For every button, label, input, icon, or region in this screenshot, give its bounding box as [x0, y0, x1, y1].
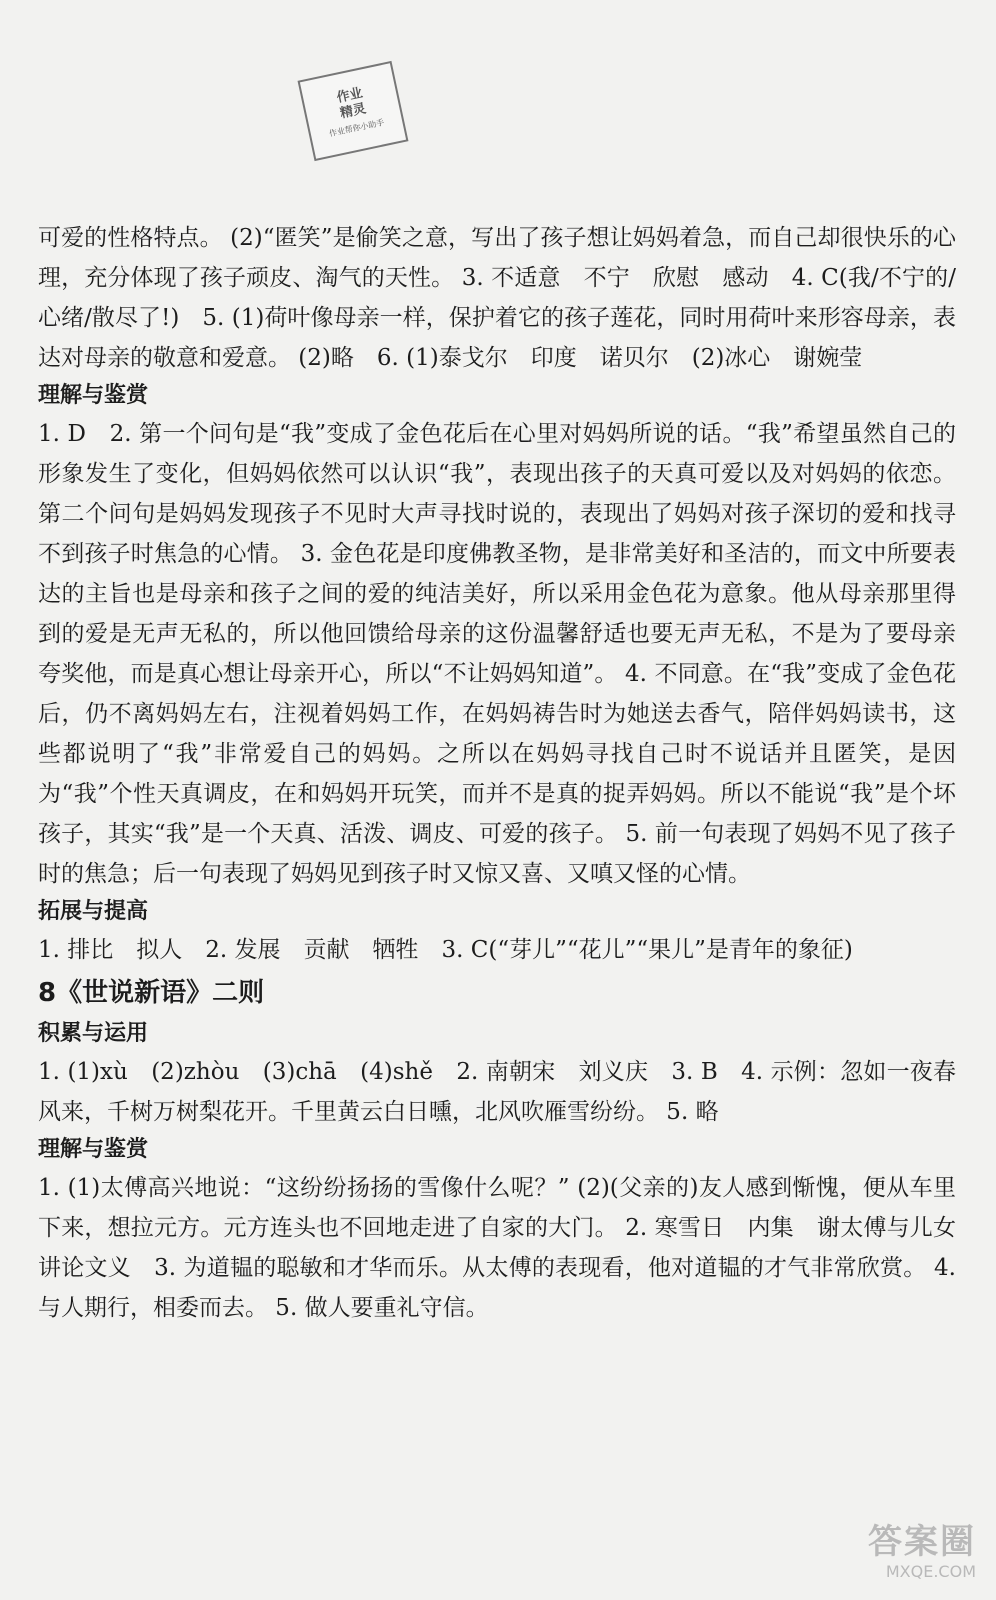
answer-content [38, 218, 979, 1328]
watermark-line-2: MXQE.COM [885, 1562, 976, 1581]
section-heading: 拓展与提高 [38, 899, 149, 924]
paragraph: 1. 排比 拟人 2. 发展 贡献 牺牲 3. C(“芽儿”“花儿”“果儿”是青年的象征) [38, 937, 853, 963]
paragraph: 1. (1)xù (2)zhòu (3)chā (4)shě 2. 南朝宋 刘义庆 3. B 4. 示例：忽如一夜春风来，千树万树梨花开。千里黄云白日曛，北风吹雁雪纷纷。 5. 略 [38, 1059, 956, 1125]
watermark-line-1: 答案圈 [868, 1522, 976, 1562]
paragraph: 可爱的性格特点。 (2)“匿笑”是偷笑之意，写出了孩子想让妈妈着急，而自己却很快乐的心理，充分体现了孩子顽皮、淘气的天性。 3. 不适意 不宁 欣慰 感动 4. C(我/不宁的/心绪/散尽了!) 5. (1)荷叶像母亲一样，保护着它的孩子莲花，同时用荷叶来形容母亲，表达对母亲的敬意和爱意。 (2)略 6. (1)泰戈尔 印度 诺贝尔 (2)冰心 谢婉莹 [38, 225, 956, 371]
section-heading: 积累与运用 [38, 1021, 149, 1046]
section-heading: 理解与鉴赏 [38, 383, 149, 408]
paragraph: 1. (1)太傅高兴地说：“这纷纷扬扬的雪像什么呢？” (2)(父亲的)友人感到惭愧，便从车里下来，想拉元方。元方连头也不回地走进了自家的大门。 2. 寒雪日 内集 谢太傅与儿女 讲论文义 3. 为道韫的聪敏和才华而乐。从太傅的表现看，他对道韫的才气非常欣赏。 4. 与人期行，相委而去。 5. 做人要重礼守信。 [38, 1175, 979, 1321]
section-heading: 理解与鉴赏 [38, 1137, 149, 1162]
paragraph: 1. D 2. 第一个问句是“我”变成了金色花后在心里对妈妈所说的话。“我”希望虽然自己的形象发生了变化，但妈妈依然可以认识“我”，表现出孩子的天真可爱以及对妈妈的依恋。第二个问句是妈妈发现孩子不见时大声寻找时说的，表现出了妈妈对孩子深切的爱和找寻不到孩子时焦急的心情。 3. 金色花是印度佛教圣物，是非常美好和圣洁的，而文中所要表达的主旨也是母亲和孩子之间的爱的纯洁美好，所以采用金色花为意象。他从母亲那里得到的爱是无声无私的，所以他回馈给母亲的这份温馨舒适也要无声无私，不是为了要母亲夸奖他，而是真心想让母亲开心，所以“不让妈妈知道”。 4. 不同意。在“我”变成了金色花后，仍不离妈妈左右，注视着妈妈工作，在妈妈祷告时为她送去香气，陪伴妈妈读书，这些都说明了“我”非常爱自己的妈妈。之所以在妈妈寻找自己时不说话并且匿笑，是因为“我”个性天真调皮，在和妈妈开玩笑，而并不是真的捉弄妈妈。所以不能说“我”是个坏孩子，其实“我”是一个天真、活泼、调皮、可爱的孩子。 5. 前一句表现了妈妈不见了孩子时的焦急；后一句表现了妈妈见到孩子时又惊又喜、又嗔又怪的心情。 [38, 421, 956, 887]
stamp-line-2: 精灵 [338, 100, 368, 122]
stamp-line-3: 作业帮你小助手 [328, 117, 385, 138]
logo-stamp [298, 61, 409, 161]
chapter-title: 8《世说新语》二则 [38, 978, 265, 1008]
stamp-line-1: 作业 [335, 85, 364, 106]
watermark-logo [826, 1522, 976, 1592]
